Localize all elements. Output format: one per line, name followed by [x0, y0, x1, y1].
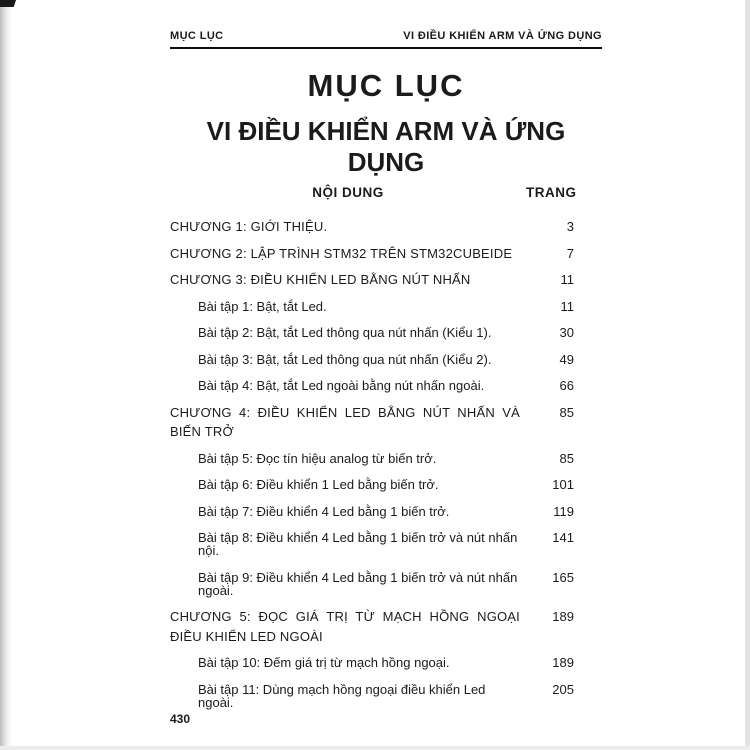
toc-entry-label-line1: CHƯƠNG 5: ĐỌC GIÁ TRỊ TỪ MẠCH HỒNG NGOẠI: [170, 609, 520, 624]
scan-corner-mark: [0, 0, 16, 7]
toc-row-exercise-9: [170, 571, 602, 597]
title-block: [170, 68, 602, 178]
toc-entry-label: Bài tập 3: Bật, tắt Led thông qua nút nhấn (Kiểu 2).: [198, 351, 492, 367]
toc-entry-page: 101: [552, 477, 574, 492]
toc-row-exercise-11: [170, 683, 602, 709]
toc-list: [170, 220, 602, 709]
toc-row-chapter-1: [170, 220, 602, 233]
toc-entry-label: CHƯƠNG 1: GIỚI THIỆU.: [170, 219, 328, 234]
toc-entry-page: 11: [560, 298, 574, 314]
toc-entry-label-line2: BIẾN TRỞ: [170, 424, 234, 439]
toc-row-exercise-1: [170, 300, 602, 313]
toc-entry-label: Bài tập 1: Bật, tắt Led.: [198, 298, 327, 314]
running-header-left: MỤC LỤC: [170, 30, 224, 42]
scan-edge-left: [0, 0, 12, 750]
toc-row-exercise-2: [170, 326, 602, 339]
column-header-content: NỘI DUNG: [312, 185, 384, 200]
toc-row-exercise-6: [170, 478, 602, 491]
toc-entry-label: [170, 406, 526, 439]
toc-entry-page: 66: [559, 378, 574, 393]
toc-entry-label: Bài tập 9: Điều khiển 4 Led bằng 1 biến trở và nút nhấn ngoài.: [198, 569, 518, 598]
toc-row-exercise-4: [170, 379, 602, 392]
toc-row-chapter-5: [170, 610, 602, 643]
toc-entry-label: Bài tập 7: Điều khiển 4 Led bằng 1 biến trở.: [198, 503, 450, 519]
column-header-page: TRANG: [526, 185, 577, 200]
toc-entry-label: [170, 610, 526, 643]
toc-entry-page: 49: [559, 351, 574, 367]
toc-entry-label-line2: ĐIỀU KHIỂN LED NGOÀI: [170, 628, 323, 644]
toc-entry-label-line1: CHƯƠNG 4: ĐIỀU KHIỂN LED BẰNG NÚT NHẤN VÀ: [170, 404, 520, 420]
toc-row-exercise-5: [170, 452, 602, 465]
toc-row-chapter-2: [170, 247, 602, 260]
toc-entry-page: 30: [559, 325, 574, 340]
toc-entry-page: 85: [559, 404, 574, 420]
toc-entry-page: 119: [553, 503, 574, 519]
toc-entry-page: 165: [552, 569, 574, 585]
toc-entry-label: CHƯƠNG 3: ĐIỀU KHIỂN LED BẰNG NÚT NHẤN: [170, 272, 471, 287]
toc-row-exercise-8: [170, 531, 602, 557]
toc-row-exercise-7: [170, 505, 602, 518]
toc-entry-page: 141: [552, 530, 574, 545]
toc-entry-label: Bài tập 10: Đếm giá trị từ mạch hồng ngoại.: [198, 655, 450, 670]
toc-entry-page: 11: [560, 272, 574, 287]
toc-row-exercise-3: [170, 353, 602, 366]
toc-entry-page: 7: [566, 245, 574, 261]
running-header: [170, 30, 602, 49]
toc-entry-label: Bài tập 5: Đọc tín hiệu analog từ biến trở.: [198, 450, 437, 466]
toc-entry-label: Bài tập 11: Dùng mạch hồng ngoại điều khiển Led ngoài.: [198, 681, 486, 710]
toc-row-chapter-3: [170, 273, 602, 286]
page-subtitle: VI ĐIỀU KHIỂN ARM VÀ ỨNG DỤNG: [206, 116, 566, 177]
toc-entry-page: 189: [552, 609, 574, 624]
toc-entry-label: Bài tập 8: Điều khiển 4 Led bằng 1 biến trở và nút nhấn nội.: [198, 530, 518, 558]
toc-entry-page: 205: [552, 681, 574, 697]
scan-edge-right: [745, 0, 750, 750]
toc-entry-label: Bài tập 4: Bật, tắt Led ngoài bằng nút nhấn ngoài.: [198, 378, 485, 393]
toc-entry-page: 3: [566, 219, 574, 234]
toc-row-chapter-4: [170, 406, 602, 439]
scan-edge-bottom: [0, 746, 750, 750]
toc-entry-label: Bài tập 6: Điều khiển 1 Led bằng biến trở.: [198, 477, 439, 492]
toc-entry-label: CHƯƠNG 2: LẬP TRÌNH STM32 TRÊN STM32CUBEIDE: [170, 245, 513, 261]
toc-entry-page: 85: [559, 450, 574, 466]
footer-page-number: 430: [170, 712, 191, 726]
page-title: MỤC LỤC: [307, 68, 465, 103]
toc-entry-label: Bài tập 2: Bật, tắt Led thông qua nút nhấn (Kiểu 1).: [198, 325, 492, 340]
toc-entry-page: 189: [552, 655, 574, 670]
running-header-right: VI ĐIỀU KHIỂN ARM VÀ ỨNG DỤNG: [403, 30, 602, 42]
toc-row-exercise-10: [170, 656, 602, 669]
column-headers: [170, 185, 602, 200]
